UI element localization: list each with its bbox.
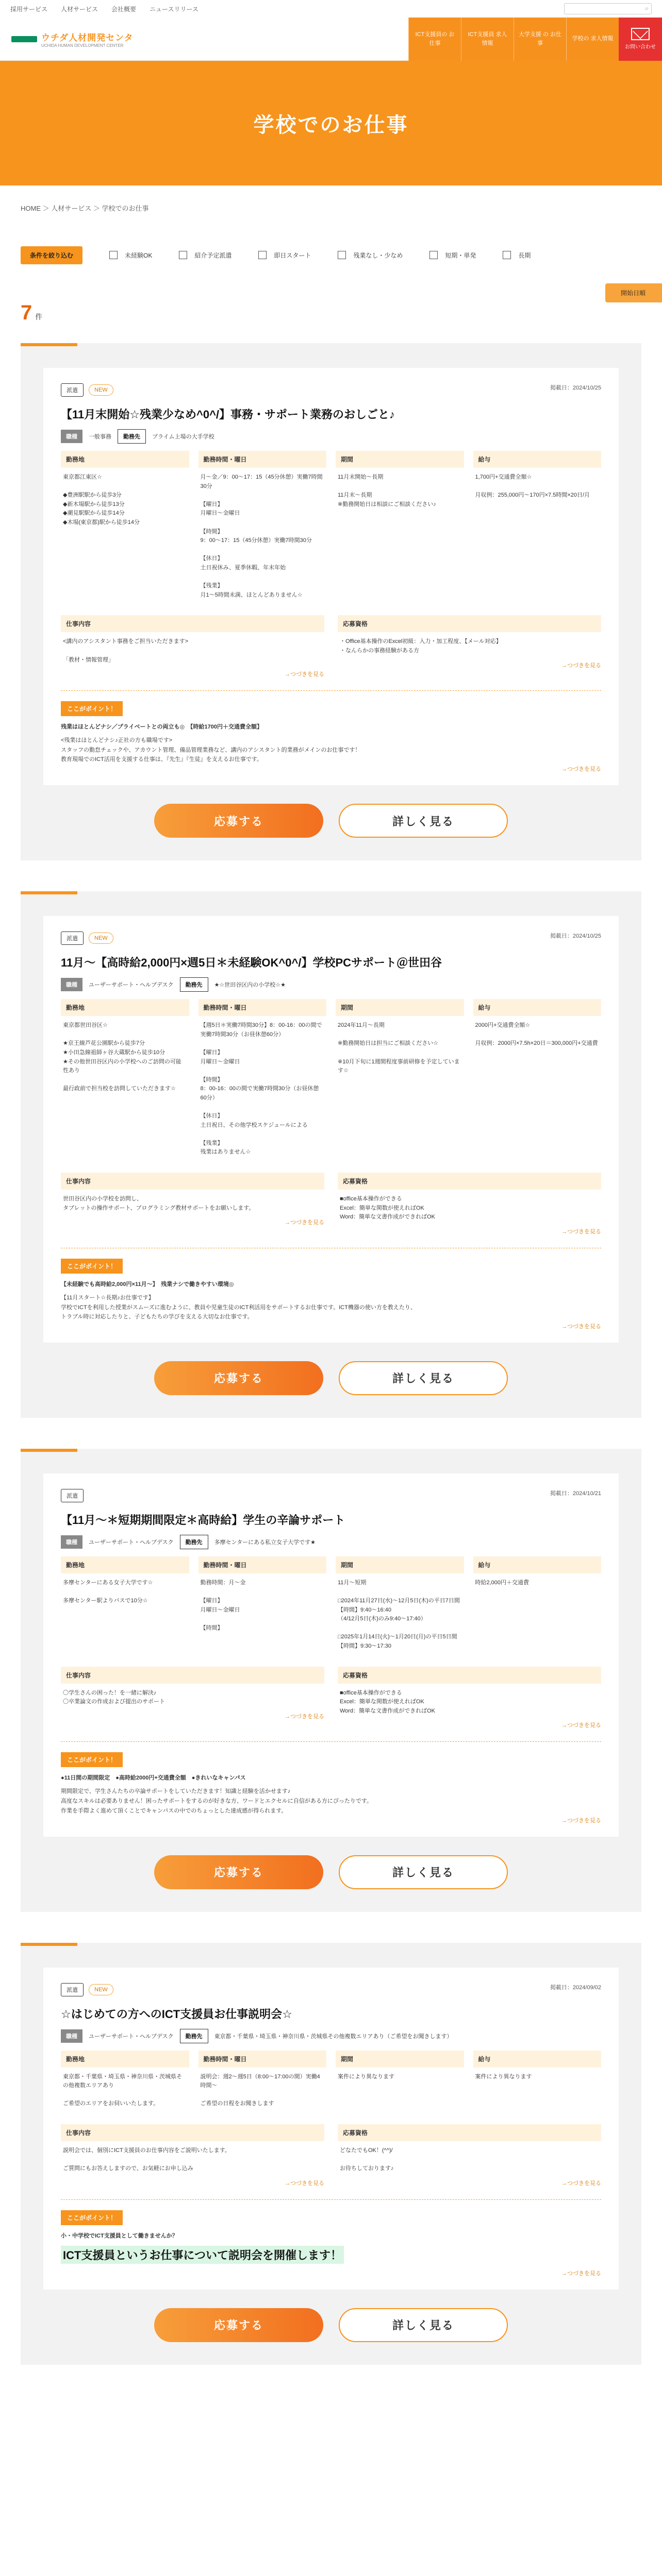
read-more-link[interactable]: →つづきを見る	[561, 1228, 601, 1235]
duty-section	[61, 615, 324, 678]
new-badge: NEW	[89, 1984, 113, 1995]
top-nav-link[interactable]: ニュースリリース	[150, 5, 198, 13]
info-value: 東京都江東区☆ ◆豊洲駅駅から徒歩3分 ◆新木場駅から徒歩13分 ◆潮見駅駅から徒歩14分 ◆木場(東京都)駅から徒歩14分	[63, 474, 140, 526]
search-icon[interactable]: ⌕	[645, 5, 649, 12]
job-list	[0, 343, 662, 2396]
header-nav-item[interactable]: 学校の 求人情報	[566, 18, 619, 61]
job-meta	[61, 977, 601, 992]
card-separator	[0, 2365, 662, 2396]
industry-value: 一般事務	[89, 434, 111, 440]
info-value: 【週5日＊実働7時間30分】8：00-16：00の間で実働7時間30分（お昼休憩60分） 【曜日】 月曜日～金曜日 【時間】 8：00-16：00の間で実働7時間30分（お昼休憩60分） 【休日】 土日祝日、その他学校スケジュールによる 【残業】 残業はありません☆	[200, 1022, 322, 1156]
point-lead: 小・中学校でICT支援員として働きませんか？	[61, 2232, 178, 2239]
job-tags	[61, 1489, 601, 1502]
industry-value: ユーザーサポート・ヘルプデスク	[89, 2033, 174, 2040]
info-value: 11月末開始～長期 11月末～長期 ※勤務開始日は相談にご相談ください♪	[338, 474, 436, 507]
job-card-wrap	[21, 343, 641, 860]
page-title: 学校でのお仕事	[253, 113, 409, 137]
filter-option[interactable]	[503, 251, 531, 260]
info-header: 給与	[473, 1556, 602, 1573]
qualification-header: 応募資格	[338, 1173, 601, 1190]
checkbox[interactable]	[429, 251, 438, 259]
job-actions	[43, 1855, 619, 1889]
detail-button[interactable]: 詳しく見る	[339, 1855, 508, 1889]
top-nav-link[interactable]: 会社概要	[111, 5, 137, 13]
info-value: 月～金／9：00～17：15（45分休憩）実働7時間30分 【曜日】 月曜日～金曜日 【時間】 9：00～17：15（45分休憩）実働7時間30分 【休日】 土日祝休み、夏季休暇、年末年始 【残業】 月1～5時間未満、ほとんどありません☆	[200, 474, 323, 598]
card-separator	[0, 860, 662, 891]
point-highlight: ICT支援員というお仕事について説明会を開催します！	[61, 2246, 344, 2264]
info-value: 時給2,000円＋交通費	[475, 1579, 529, 1586]
qualification-section	[338, 2124, 601, 2187]
post-date: 掲載日：2024/10/25	[550, 933, 601, 940]
read-more-link[interactable]: →つづきを見る	[561, 766, 601, 773]
job-tags	[61, 1983, 601, 1996]
info-header: 勤務時間・曜日	[198, 1556, 327, 1573]
filter-button[interactable]: 条件を絞り込む	[21, 246, 82, 264]
result-count-value: 7	[21, 301, 32, 324]
logo-mark	[11, 36, 37, 42]
job-tags	[61, 931, 601, 945]
duty-section	[61, 1173, 324, 1235]
qualification-header: 応募資格	[338, 615, 601, 632]
workplace-value: プライム上場の大手学校	[152, 434, 214, 440]
header-nav-item[interactable]: 大学支援 の お仕事	[514, 18, 566, 61]
info-value: 東京都世田谷区☆ ★京王線芦花公園駅から徒歩7分 ★小田急線祖師ヶ谷大蔵駅から徒歩10分 ★その他世田谷区内の小学校へのご訪問の可能性あり 最行政前で担当校を訪問していただきます☆	[63, 1022, 181, 1092]
workplace-value: 東京都・千葉県・埼玉県・神奈川県・茨城県その他複数エリアあり（ご希望をお聞きします）	[214, 2033, 453, 2040]
detail-button[interactable]: 詳しく見る	[339, 1361, 508, 1395]
filter-option[interactable]	[179, 251, 231, 260]
job-info-grid	[61, 1556, 601, 1656]
duty-section	[61, 1667, 324, 1730]
site-header	[0, 18, 662, 61]
point-lead: ●11日間の期間限定 ●高時給2000円+交通費全額 ●きれいなキャンパス	[61, 1775, 246, 1782]
job-card	[43, 368, 619, 785]
workplace-label: 勤務先	[180, 2029, 208, 2043]
contact-button[interactable]	[619, 18, 662, 61]
post-date: 掲載日：2024/10/25	[550, 385, 601, 391]
card-separator	[0, 1912, 662, 1943]
employment-type-badge: 派遣	[61, 1983, 84, 1996]
point-header: ここがポイント！	[61, 1259, 123, 1274]
info-value: 2024年11月～長期 ※勤務開始日は担当にご相談ください☆ ※10月下旬に1週間程度事前研修を予定しています☆	[338, 1022, 460, 1074]
job-info-grid	[61, 2050, 601, 2114]
duty-header: 仕事内容	[61, 2124, 324, 2141]
job-title[interactable]: 【11月末開始☆残業少なめ^0^/】事務・サポート業務のおしごと♪	[61, 408, 395, 421]
header-nav-item[interactable]: ICT支援員 求人情報	[461, 18, 514, 61]
job-info-grid	[61, 999, 601, 1162]
industry-value: ユーザーサポート・ヘルプデスク	[89, 1539, 174, 1546]
point-header: ここがポイント！	[61, 701, 123, 716]
industry-value: ユーザーサポート・ヘルプデスク	[89, 982, 174, 989]
job-title[interactable]: ☆はじめての方へのICT支援員お仕事説明会☆	[61, 2007, 292, 2021]
job-meta	[61, 2029, 601, 2043]
apply-button[interactable]: 応募する	[154, 1361, 323, 1395]
duty-text: 〇学生さんの困った！を一緒に解決♪ 〇卒業論文の作成および提出のサポート	[63, 1689, 165, 1705]
info-header: 給与	[473, 2050, 602, 2067]
read-more-link[interactable]: →つづきを見る	[561, 1817, 601, 1824]
workplace-value: 多摩センターにある私立女子大学です★	[214, 1539, 316, 1546]
workplace-label: 勤務先	[180, 977, 208, 992]
job-card	[43, 916, 619, 1343]
filter-option[interactable]	[109, 251, 152, 260]
result-count-row	[0, 278, 662, 325]
point-section	[61, 1741, 601, 1824]
logo[interactable]	[0, 18, 309, 60]
read-more-link[interactable]: →つづきを見る	[285, 1713, 324, 1720]
mail-icon	[631, 28, 650, 40]
qualification-header: 応募資格	[338, 1667, 601, 1684]
read-more-link[interactable]: →つづきを見る	[561, 662, 601, 669]
new-badge: NEW	[89, 384, 113, 396]
job-card	[43, 1473, 619, 1837]
info-header: 勤務地	[61, 451, 189, 468]
contact-label: お問い合わせ	[625, 44, 656, 50]
card-separator	[0, 1418, 662, 1449]
search-input[interactable]	[564, 3, 652, 14]
info-header: 勤務時間・曜日	[198, 2050, 327, 2067]
point-header: ここがポイント！	[61, 2210, 123, 2225]
job-card-wrap	[21, 891, 641, 1418]
info-value: 勤務時間：月～金 【曜日】 月曜日～金曜日 【時間】	[200, 1579, 246, 1631]
info-value: 東京都・千葉県・埼玉県・神奈川県・茨城県その他複数エリアあり ご希望のエリアをお伺いいたします。	[63, 2073, 182, 2107]
info-header: 給与	[473, 451, 602, 468]
job-meta	[61, 1535, 601, 1549]
info-value: 多摩センターにある女子大学です☆ 多摩センター駅よりバスで10分☆	[63, 1579, 153, 1604]
filter-label: 短期・単発	[445, 251, 476, 259]
filter-label: 残業なし・少なめ	[353, 251, 403, 259]
duty-section	[61, 2124, 324, 2187]
filter-option[interactable]	[338, 251, 403, 260]
point-section	[61, 690, 601, 773]
qualification-section	[338, 1173, 601, 1235]
qualification-text: ■office基本操作ができる Excel：簡単な関数が使えればOK Word：簡単な文書作成ができればOK	[340, 1689, 435, 1714]
info-header: 勤務時間・曜日	[198, 451, 327, 468]
duty-text: <講内のアシスタント事務をご担当いただきます> 「教材・情報管理」	[63, 638, 189, 663]
industry-label: 職種	[61, 978, 82, 991]
point-header: ここがポイント！	[61, 1752, 123, 1767]
job-title[interactable]: 11月～【高時給2,000円×週5日＊未経験OK^0^/】学校PCサポート＠世田谷	[61, 956, 442, 970]
info-header: 期間	[336, 1556, 464, 1573]
checkbox[interactable]	[179, 251, 187, 259]
employment-type-badge: 派遣	[61, 1489, 84, 1502]
point-body: 期間限定で、学生さんたちの卒論サポートをしていただきます！知識と経験を活かせます♪ 高度なスキルは必要ありません！困ったサポートをするのが好きな方、ワードとエクセルに自信がある方にぴったりです。 作業を手際よく進めて頂くことでキャンパスの中でのちょっとした達成感が得られます。	[61, 1788, 373, 1814]
hero-banner	[0, 61, 662, 185]
info-value: 案件により異なります	[338, 2073, 394, 2080]
result-count-unit: 件	[35, 313, 43, 321]
read-more-link[interactable]: →つづきを見る	[285, 1219, 324, 1226]
point-section	[61, 1248, 601, 1330]
filter-bar	[0, 242, 662, 268]
workplace-label: 勤務先	[118, 429, 146, 444]
info-value: 11月～短期 □2024年11月27日(水)～12月5日(木)の平日7日間 【時間】9:40～16:40 （4/12月5日(木)のみ9:40～17:40） □2025年1月14日(火)～1月20日(月)の平日5日間 【時間】9:30～17:30	[338, 1579, 460, 1650]
post-date: 掲載日：2024/09/02	[550, 1984, 601, 1991]
workplace-value: ★☆世田谷区内の小学校☆★	[214, 982, 286, 989]
job-actions	[43, 1361, 619, 1395]
header-nav-item[interactable]: ICT支援員の お仕事	[408, 18, 461, 61]
employment-type-badge: 派遣	[61, 931, 84, 945]
apply-button[interactable]: 応募する	[154, 2308, 323, 2342]
read-more-link[interactable]: →つづきを見る	[561, 2180, 601, 2187]
job-detail-grid	[61, 2124, 601, 2187]
duty-text: 世田谷区内の小学校を訪問し、 タブレットの操作サポート、プログラミング教材サポートをお願いします。	[63, 1196, 255, 1211]
checkbox[interactable]	[338, 251, 346, 259]
duty-text: 説明会では、個別にICT支援員のお仕事内容をご説明いたします。 ご質問にもお答えしますので、お気軽にお申し込み	[63, 2147, 230, 2172]
employment-type-badge: 派遣	[61, 383, 84, 397]
info-header: 給与	[473, 999, 602, 1016]
read-more-link[interactable]: →つづきを見る	[561, 1323, 601, 1330]
info-header: 勤務地	[61, 999, 189, 1016]
header-nav	[408, 18, 662, 60]
info-header: 期間	[336, 2050, 464, 2067]
top-nav-link[interactable]: 人材サービス	[61, 5, 98, 13]
top-nav-link[interactable]: 採用サービス	[10, 5, 48, 13]
read-more-link[interactable]: →つづきを見る	[561, 2270, 601, 2277]
sort-tab[interactable]: 開始日順	[605, 283, 662, 302]
read-more-link[interactable]: →つづきを見る	[285, 2180, 324, 2187]
new-badge: NEW	[89, 933, 113, 944]
filter-label: 即日スタート	[274, 251, 311, 259]
info-header: 勤務時間・曜日	[198, 999, 327, 1016]
workplace-label: 勤務先	[180, 1535, 208, 1549]
qualification-header: 応募資格	[338, 2124, 601, 2141]
checkbox[interactable]	[109, 251, 118, 259]
detail-button[interactable]: 詳しく見る	[339, 804, 508, 838]
post-date: 掲載日：2024/10/21	[550, 1490, 601, 1497]
job-actions	[43, 804, 619, 838]
industry-label: 職種	[61, 1535, 82, 1549]
logo-subtext: UCHIDA HUMAN DEVELOPMENT CENTER	[41, 43, 124, 48]
job-tags	[61, 383, 601, 397]
breadcrumb[interactable]: HOME ＞ 人材サービス ＞ 学校でのお仕事	[21, 205, 149, 212]
info-value: 案件により異なります	[475, 2073, 532, 2080]
read-more-link[interactable]: →つづきを見る	[285, 671, 324, 678]
info-header: 期間	[336, 451, 464, 468]
job-card-wrap	[21, 1943, 641, 2365]
qualification-section	[338, 615, 601, 678]
duty-header: 仕事内容	[61, 1667, 324, 1684]
job-meta	[61, 429, 601, 444]
qualification-section	[338, 1667, 601, 1730]
apply-button[interactable]: 応募する	[154, 1855, 323, 1889]
duty-header: 仕事内容	[61, 1173, 324, 1190]
apply-button[interactable]: 応募する	[154, 804, 323, 838]
read-more-link[interactable]: →つづきを見る	[561, 1722, 601, 1729]
job-title[interactable]: 【11月～＊短期期間限定＊高時給】学生の辛論サポート	[61, 1513, 345, 1527]
info-value: 1,700円+交通費全額☆ 月収例：255,000円〜170円×7.5時間×20日/月	[475, 474, 590, 499]
checkbox[interactable]	[503, 251, 511, 259]
job-detail-grid	[61, 615, 601, 678]
top-nav	[0, 0, 662, 18]
point-section	[61, 2199, 601, 2277]
qualification-text: ・Office基本操作のExcel初級：入力・加工程度、【メール対応】 ・なんらかの事務経験がある方	[340, 638, 502, 654]
job-card-wrap	[21, 1449, 641, 1912]
job-detail-grid	[61, 1667, 601, 1730]
info-header: 勤務地	[61, 1556, 189, 1573]
filter-label: 長期	[518, 251, 531, 259]
info-header: 期間	[336, 999, 464, 1016]
info-value: 説明会：週2～週5日（8:00～17:00の間）実働4時間～ ご希望の日程をお聞きします	[200, 2073, 320, 2107]
industry-label: 職種	[61, 2029, 82, 2043]
point-lead: 【未経験でも高時給2,000円×11月～】 残業ナシで働きやすい環境◎	[61, 1281, 234, 1287]
filter-option[interactable]	[258, 251, 311, 260]
detail-button[interactable]: 詳しく見る	[339, 2308, 508, 2342]
point-lead: 残業はほとんどナシ／プライベートとの両立も◎ 【時給1700円＋交通費全額】	[61, 724, 263, 731]
checkbox[interactable]	[258, 251, 267, 259]
qualification-text: ■office基本操作ができる Excel：簡単な関数が使えればOK Word：簡単な文書作成ができればOK	[340, 1196, 435, 1221]
filter-label: 紹介予定派遣	[194, 251, 232, 259]
industry-label: 職種	[61, 430, 82, 443]
info-value: 2000円+交通費全額☆ 月収例：2000円×7.5h×20日＝300,000円+交通費	[475, 1022, 598, 1047]
result-count	[21, 301, 42, 325]
filter-label: 未経験OK	[125, 251, 153, 259]
filter-option[interactable]	[429, 251, 476, 260]
qualification-text: どなたでもOK！(^^)/ お待ちしております♪	[340, 2147, 394, 2172]
job-detail-grid	[61, 1173, 601, 1235]
point-body: <残業はほとんどナシ♪正社の方も職場です> スタッフの勤怠チェックや、アカウント管理、備品管理業務など、講内のアシスタント的業務がメインのお仕事です！ 教育現場でのICT活用を支援する仕事は、『先生』『生徒』を支えるお仕事です。	[61, 737, 361, 763]
logo-text: ウチダ人材開発センタ	[41, 32, 134, 43]
point-body: 【11月スタート☆長期♪お仕事です】 学校でICTを利用した授業がスムーズに進むように、教員や児童生徒のICT利活用をサポートするお仕事です。ICT機器の使い方を教えたり、 トラブル時に対応したりと、子どもたちの学びを支える大切なお仕事です。	[61, 1294, 416, 1320]
job-actions	[43, 2308, 619, 2342]
duty-header: 仕事内容	[61, 615, 324, 632]
job-card	[43, 1968, 619, 2290]
job-info-grid	[61, 451, 601, 605]
info-header: 勤務地	[61, 2050, 189, 2067]
